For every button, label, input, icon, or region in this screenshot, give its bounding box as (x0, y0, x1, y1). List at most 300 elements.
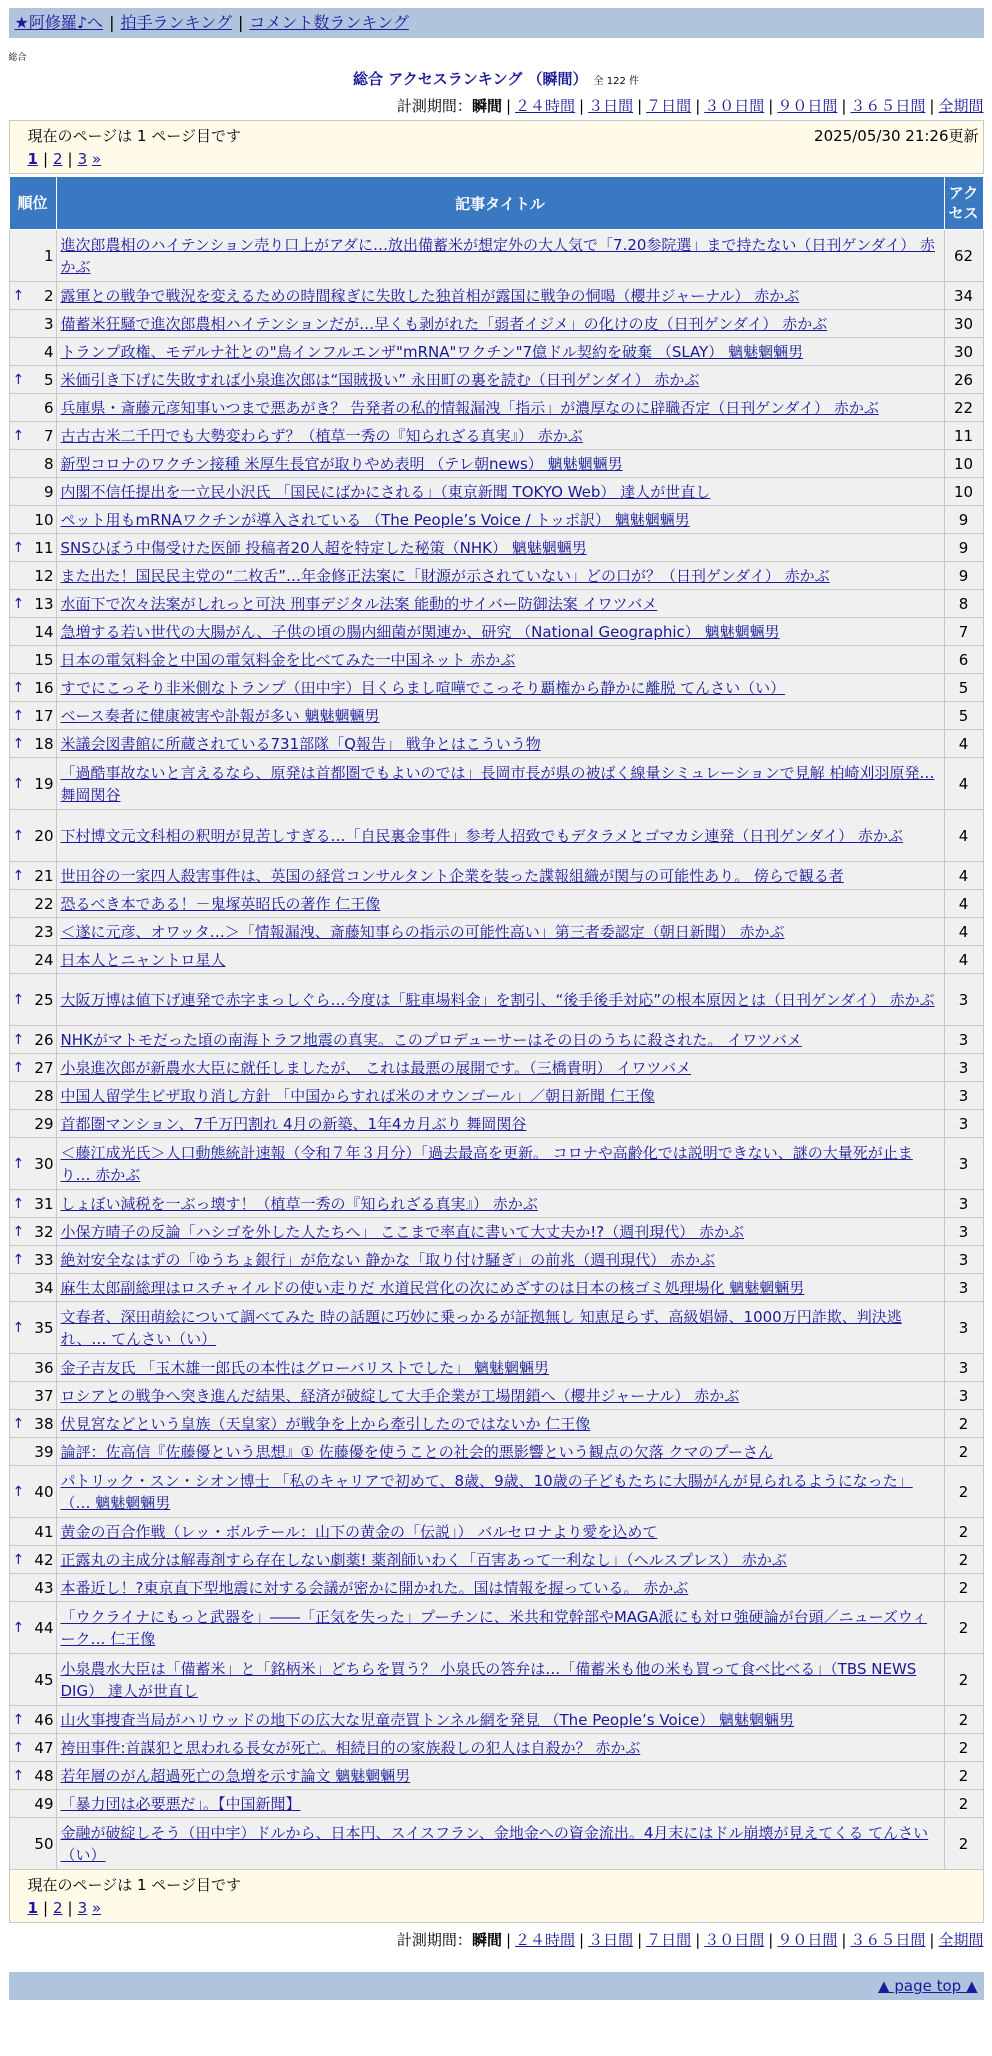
article-title-link[interactable]: 米議会図書館に所蔵されている731部隊「Q報告」 戦争とはこういう物 (60, 734, 541, 753)
access-count: 9 (944, 562, 983, 590)
rank-cell (9, 590, 56, 618)
title-cell (56, 366, 944, 394)
rank-cell (9, 1190, 56, 1218)
total-count: 全 122 件 (593, 76, 639, 87)
title-cell (56, 946, 944, 974)
rank-number: 44 (34, 1618, 54, 1637)
title-cell (56, 1706, 944, 1734)
article-title-link[interactable]: 絶対安全なはずの「ゆうちょ銀行」が危ない 静かな「取り付け騒ぎ」の前兆（週刊現代） 赤かぶ (60, 1250, 716, 1269)
access-count: 9 (944, 506, 983, 534)
table-row (9, 1790, 983, 1818)
period-option[interactable]: ３０日間 (704, 1931, 765, 1949)
pager-top (9, 120, 984, 174)
rank-cell (9, 1138, 56, 1190)
title-cell (56, 1110, 944, 1138)
table-row (9, 450, 983, 478)
table-row (9, 1026, 983, 1054)
table-row (9, 1574, 983, 1602)
next-page-link[interactable]: » (91, 150, 102, 168)
page-link[interactable]: 3 (77, 1899, 88, 1917)
rank-cell (9, 1082, 56, 1110)
access-count: 7 (944, 618, 983, 646)
period-separator: | (768, 97, 774, 115)
page-link[interactable]: 1 (27, 1899, 38, 1917)
article-title-link[interactable]: 金子吉友氏 「玉木雄一郎氏の本性はグローバリストでした」 魑魅魍魎男 (60, 1358, 549, 1377)
table-row (9, 918, 983, 946)
title-cell (56, 1410, 944, 1438)
rank-number: 35 (34, 1318, 54, 1337)
rank-number: 18 (34, 734, 54, 753)
col-access-header: アクセス (944, 177, 983, 230)
title-cell (56, 506, 944, 534)
table-row (9, 422, 983, 450)
period-option[interactable]: ３６５日間 (850, 97, 926, 115)
page-link[interactable]: 2 (53, 1899, 63, 1917)
title-cell (56, 810, 944, 862)
rank-up-arrow-icon: ↑ (12, 827, 25, 844)
period-separator: | (505, 1931, 512, 1949)
table-row (9, 394, 983, 422)
bottom-page-links (28, 1899, 983, 1917)
rank-cell (9, 366, 56, 394)
period-option[interactable]: ９０日間 (777, 1931, 838, 1949)
rank-cell (9, 1438, 56, 1466)
period-option[interactable]: ９０日間 (777, 97, 838, 115)
access-count: 4 (944, 890, 983, 918)
article-title-link[interactable]: 日本の電気料金と中国の電気料金を比べてみた一中国ネット 赤かぶ (60, 650, 516, 669)
ranking-table (9, 176, 984, 1870)
period-selector-top (9, 95, 984, 116)
rank-up-arrow-icon: ↑ (12, 1155, 25, 1172)
article-title-link[interactable]: 首都圏マンション、7千万円割れ 4月の新築、1年4カ月ぶり 舞岡関谷 (60, 1114, 527, 1133)
rank-up-arrow-icon: ↑ (12, 539, 25, 556)
article-title-link[interactable]: 本番近し！?東京直下型地震に対する会議が密かに開かれた。国は情報を握っている。 赤かぶ (60, 1578, 689, 1597)
title-cell (56, 1818, 944, 1870)
access-count: 22 (944, 394, 983, 422)
rank-up-arrow-icon: ↑ (12, 1223, 25, 1240)
access-count: 2 (944, 1438, 983, 1466)
period-option: 瞬間 (471, 97, 502, 115)
article-title-link[interactable]: 大阪万博は値下げ連発で赤字まっしぐら…今度は「駐車場料金」を割引、“後手後手対応”の根本原因とは（日刊ゲンダイ） 赤かぶ (60, 990, 935, 1009)
bottom-period-label: 計測期間： (396, 1931, 472, 1949)
rank-number: 9 (43, 482, 54, 501)
access-count: 3 (944, 1082, 983, 1110)
access-count: 3 (944, 1138, 983, 1190)
rank-number: 43 (34, 1578, 54, 1597)
col-title-header: 記事タイトル (56, 177, 944, 230)
access-count: 34 (944, 282, 983, 310)
rank-cell (9, 478, 56, 506)
page-separator: | (42, 1899, 48, 1917)
article-title-link[interactable]: 「暴力団は必要悪だ」。【中国新聞】 (60, 1794, 301, 1813)
rank-number: 20 (34, 826, 54, 845)
title-cell (56, 862, 944, 890)
rank-up-arrow-icon: ↑ (12, 287, 25, 304)
article-title-link[interactable]: 麻生太郎副総理はロスチャイルドの使い走りだ 水道民営化の次にめざすのは日本の核ゴミ処理場化 魑魅魍魎男 (60, 1278, 805, 1297)
rank-up-arrow-icon: ↑ (12, 1251, 25, 1268)
period-selector-bottom (9, 1929, 984, 1950)
period-option[interactable]: ７日間 (646, 97, 692, 115)
article-title-link[interactable]: 備蓄米狂騒で進次郎農相ハイテンションだが…早くも剥がれた「弱者イジメ」の化けの皮（日刊ゲンダイ） 赤かぶ (60, 314, 828, 333)
title-cell (56, 1602, 944, 1654)
next-page-link[interactable]: » (91, 1899, 102, 1917)
rank-up-arrow-icon: ↑ (12, 1711, 25, 1728)
table-row (9, 1546, 983, 1574)
article-title-link[interactable]: 水面下で次々法案がしれっと可決 刑事デジタル法案 能動的サイバー防御法案 イワツバメ (60, 594, 658, 613)
article-title-link[interactable]: 内閣不信任提出を一立民小沢氏 「国民にばかにされる」（東京新聞 TOKYO Web） 達人が世直し (60, 482, 711, 501)
article-title-link[interactable]: 恐るべき本である！－鬼塚英昭氏の著作 仁王像 (60, 894, 381, 913)
table-row (9, 758, 983, 810)
title-cell (56, 618, 944, 646)
article-title-link[interactable]: 下村博文元文科相の釈明が見苦しすぎる…「自民裏金事件」参考人招致でもデタラメとゴマカシ連発（日刊ゲンダイ） 赤かぶ (60, 826, 903, 845)
rank-number: 2 (43, 286, 54, 305)
article-title-link[interactable]: 進次郎農相のハイテンション売り口上がアダに…放出備蓄米が想定外の大人気で「7.20参院選」まで持たない（日刊ゲンダイ） 赤かぶ (60, 235, 935, 276)
table-row (9, 702, 983, 730)
table-row (9, 1082, 983, 1110)
rank-number: 21 (34, 866, 54, 885)
access-count: 3 (944, 1026, 983, 1054)
article-title-link[interactable]: ＜遂に元彦、オワッタ…＞「情報漏洩、斎藤知事らの指示の可能性高い」第三者委認定（朝日新聞） 赤かぶ (60, 922, 785, 941)
title-cell (56, 1762, 944, 1790)
rank-up-arrow-icon: ↑ (12, 1031, 25, 1048)
article-title-link[interactable]: ベース奏者に健康被害や訃報が多い 魑魅魍魎男 (60, 706, 380, 725)
period-option[interactable]: ３日間 (588, 1931, 634, 1949)
title-cell (56, 1274, 944, 1302)
rank-number: 47 (34, 1738, 54, 1757)
article-title-link[interactable]: 古古古米二千円でも大勢変わらず？（植草一秀の『知られざる真実』） 赤かぶ (60, 426, 583, 445)
rank-up-arrow-icon: ↑ (12, 371, 25, 388)
article-title-link[interactable]: 日本人とニャントロ星人 (60, 950, 226, 969)
access-count: 2 (944, 1546, 983, 1574)
access-count: 4 (944, 730, 983, 758)
period-separator: | (929, 97, 935, 115)
title-cell (56, 674, 944, 702)
title-cell (56, 534, 944, 562)
title-cell (56, 918, 944, 946)
rank-up-arrow-icon: ↑ (12, 1767, 25, 1784)
article-title-link[interactable]: 新型コロナのワクチン接種 米厚生長官が取りやめ表明 （テレ朝news） 魑魅魍魎男 (60, 454, 623, 473)
rank-up-arrow-icon: ↑ (12, 1551, 25, 1568)
access-count: 2 (944, 1790, 983, 1818)
page-link[interactable]: 2 (53, 150, 63, 168)
period-option[interactable]: ３０日間 (704, 97, 765, 115)
access-count: 3 (944, 1218, 983, 1246)
title-cell (56, 1082, 944, 1110)
title-cell (56, 974, 944, 1026)
article-title-link[interactable]: 急増する若い世代の大腸がん、子供の頃の腸内細菌が関連か、研究 （National Geographic） 魑魅魍魎男 (60, 622, 780, 641)
table-row (9, 506, 983, 534)
title-cell (56, 1054, 944, 1082)
article-title-link[interactable]: ペット用もmRNAワクチンが導入されている （The People’s Voice / トッポ訳） 魑魅魍魎男 (60, 510, 690, 529)
rank-cell (9, 1054, 56, 1082)
rank-cell (9, 534, 56, 562)
article-title-link[interactable]: 袴田事件:首謀犯と思われる長女が死亡。相続目的の家族殺しの犯人は自殺か？ 赤かぶ (60, 1738, 641, 1757)
access-count: 4 (944, 810, 983, 862)
period-option[interactable]: ３６５日間 (850, 1931, 926, 1949)
article-title-link[interactable]: 金融が破綻しそう（田中宇）ドルから、日本円、スイスフラン、金地金への資金流出。4月末にはドル崩壊が見えてくる てんさい（い） (60, 1823, 929, 1864)
rank-up-arrow-icon: ↑ (12, 1059, 25, 1076)
access-count: 3 (944, 1110, 983, 1138)
rank-cell (9, 230, 56, 282)
table-row (9, 338, 983, 366)
rank-number: 6 (43, 398, 54, 417)
access-count: 62 (944, 230, 983, 282)
article-title-link[interactable]: トランプ政権、モデルナ社との"鳥インフルエンザ"mRNA"ワクチン"7億ドル契約を破棄 （SLAY） 魑魅魍魎男 (60, 342, 804, 361)
rank-up-arrow-icon: ↑ (12, 427, 25, 444)
access-count: 11 (944, 422, 983, 450)
article-title-link[interactable]: 米価引き下げに失敗すれば小泉進次郎は“国賊扱い” 永田町の裏を読む（日刊ゲンダイ） 赤かぶ (60, 370, 700, 389)
title-cell (56, 450, 944, 478)
rank-number: 23 (34, 922, 54, 941)
rank-cell (9, 1218, 56, 1246)
access-count: 3 (944, 1190, 983, 1218)
rank-number: 31 (34, 1194, 54, 1213)
col-rank-header: 順位 (9, 177, 56, 230)
access-count: 4 (944, 862, 983, 890)
rank-number: 32 (34, 1222, 54, 1241)
rank-cell (9, 862, 56, 890)
rank-number: 22 (34, 894, 54, 913)
article-title-link[interactable]: 伏見宮などという皇族（天皇家）が戦争を上から牽引したのではないか 仁王像 (60, 1414, 591, 1433)
table-row (9, 646, 983, 674)
table-row (9, 1410, 983, 1438)
rank-number: 25 (34, 990, 54, 1009)
title-cell (56, 1302, 944, 1354)
rank-up-arrow-icon: ↑ (12, 867, 25, 884)
article-title-link[interactable]: 露軍との戦争で戦況を変えるための時間稼ぎに失敗した独首相が露国に戦争の恫喝（櫻井ジャーナル） 赤かぶ (60, 286, 800, 305)
article-title-link[interactable]: ロシアとの戦争へ突き進んだ結果、経済が破綻して大手企業が工場閉鎖へ（櫻井ジャーナル） 赤かぶ (60, 1386, 740, 1405)
table-row (9, 1818, 983, 1870)
rank-cell (9, 1574, 56, 1602)
rank-cell (9, 674, 56, 702)
rank-cell (9, 918, 56, 946)
article-title-link[interactable]: 小泉進次郎が新農水大臣に就任しましたが、 これは最悪の展開です。（三橋貴明） イワツバメ (60, 1058, 692, 1077)
access-count: 2 (944, 1818, 983, 1870)
rank-number: 13 (34, 594, 54, 613)
title-cell (56, 758, 944, 810)
rank-number: 45 (34, 1670, 54, 1689)
home-link[interactable]: ★阿修羅♪へ (14, 13, 104, 32)
rank-up-arrow-icon: ↑ (12, 991, 25, 1008)
article-title-link[interactable]: 黄金の百合作戦（レッ・ボルテール：山下の黄金の「伝説」） バルセロナより愛を込めて (60, 1522, 658, 1541)
table-row (9, 1438, 983, 1466)
article-title-link[interactable]: 「過酷事故ないと言えるなら、原発は首都圏でもよいのでは」長岡市長が県の被ばく線量シミュレーションで見解 柏崎刈羽原発… 舞岡関谷 (60, 763, 935, 804)
title-cell (56, 562, 944, 590)
top-page-links (28, 150, 983, 168)
comment-ranking-link[interactable]: コメント数ランキング (249, 13, 409, 32)
period-option[interactable]: ３日間 (588, 97, 634, 115)
rank-cell (9, 1790, 56, 1818)
period-option: 瞬間 (471, 1931, 502, 1949)
table-row (9, 230, 983, 282)
period-separator: | (841, 97, 847, 115)
table-row (9, 534, 983, 562)
table-row (9, 1246, 983, 1274)
page-separator: | (67, 150, 73, 168)
title-cell (56, 422, 944, 450)
table-row (9, 1354, 983, 1382)
rank-cell (9, 1302, 56, 1354)
rank-cell (9, 618, 56, 646)
rank-number: 16 (34, 678, 54, 697)
table-row (9, 1054, 983, 1082)
rank-cell (9, 1818, 56, 1870)
rank-cell (9, 730, 56, 758)
rank-cell (9, 1706, 56, 1734)
access-count: 2 (944, 1706, 983, 1734)
rank-cell (9, 1602, 56, 1654)
rank-number: 12 (34, 566, 54, 585)
rank-cell (9, 1110, 56, 1138)
rank-number: 30 (34, 1154, 54, 1173)
article-title-link[interactable]: パトリック・スン・シオン博士 「私のキャリアで初めて、8歳、9歳、10歳の子どもたちに大腸がんが見られるようになった」 （… 魑魅魍魎男 (60, 1471, 913, 1512)
rank-number: 40 (34, 1482, 54, 1501)
period-separator: | (637, 1931, 643, 1949)
title-cell (56, 1734, 944, 1762)
title-cell (56, 590, 944, 618)
rank-cell (9, 506, 56, 534)
article-title-link[interactable]: 文春者、深田萌絵について調べてみた 時の話題に巧妙に乗っかるが証拠無し 知恵足らず、高級娼婦、1000万円詐欺、判決逃れ、… てんさい（い） (60, 1307, 902, 1348)
rank-cell (9, 338, 56, 366)
table-row (9, 1734, 983, 1762)
title-cell (56, 230, 944, 282)
rank-up-arrow-icon: ↑ (12, 1483, 25, 1500)
title-cell (56, 1138, 944, 1190)
access-count: 4 (944, 918, 983, 946)
title-cell (56, 394, 944, 422)
article-title-link[interactable]: また出た！国民民主党の“二枚舌”…年金修正法案に「財源が示されていない」どの口が？（日刊ゲンダイ） 赤かぶ (60, 566, 830, 585)
article-title-link[interactable]: SNSひぼう中傷受けた医師 投稿者20人超を特定した秘策（NHK） 魑魅魍魎男 (60, 538, 587, 557)
access-count: 3 (944, 974, 983, 1026)
access-count: 5 (944, 674, 983, 702)
table-row (9, 674, 983, 702)
rank-number: 4 (43, 342, 54, 361)
title-cell (56, 1218, 944, 1246)
table-row (9, 1654, 983, 1706)
period-option[interactable]: 全期間 (938, 97, 984, 115)
period-option[interactable]: 全期間 (938, 1931, 984, 1949)
article-title-link[interactable]: 正露丸の主成分は解毒剤すら存在しない劇薬! 薬剤師いわく「百害あって一利なし」（ヘルスプレス） 赤かぶ (60, 1550, 787, 1569)
rank-cell (9, 562, 56, 590)
rank-number: 10 (34, 510, 54, 529)
article-title-link[interactable]: NHKがマトモだった頃の南海トラフ地震の真実。このプロデューサーはその日のうちに殺された。 イワツバメ (60, 1030, 802, 1049)
rank-number: 5 (43, 370, 54, 389)
table-row (9, 974, 983, 1026)
title-cell (56, 1246, 944, 1274)
rank-number: 26 (34, 1030, 54, 1049)
access-count: 4 (944, 758, 983, 810)
access-count: 10 (944, 478, 983, 506)
article-title-link[interactable]: しょぼい減税を一ぶっ壊す！（植草一秀の『知られざる真実』） 赤かぶ (60, 1194, 538, 1213)
article-title-link[interactable]: 小泉農水大臣は「備蓄米」と「銘柄米」どちらを買う？ 小泉氏の答弁は…「備蓄米も他の米も買って食べ比べる」（TBS NEWS DIG） 達人が世直し (60, 1659, 917, 1700)
rank-number: 37 (34, 1386, 54, 1405)
rank-number: 42 (34, 1550, 54, 1569)
article-title-link[interactable]: 兵庫県・斎藤元彦知事いつまで悪あがき？ 告発者の私的情報漏洩「指示」が濃厚なのに辟職否定（日刊ゲンダイ） 赤かぶ (60, 398, 879, 417)
title-cell (56, 1546, 944, 1574)
rank-up-arrow-icon: ↑ (12, 707, 25, 724)
access-count: 3 (944, 1246, 983, 1274)
page-link[interactable]: 1 (27, 150, 38, 168)
rank-cell (9, 1246, 56, 1274)
access-count: 2 (944, 1410, 983, 1438)
rank-number: 14 (34, 622, 54, 641)
title-cell (56, 1026, 944, 1054)
rank-number: 8 (43, 454, 54, 473)
rank-number: 1 (43, 246, 54, 265)
rank-number: 49 (34, 1794, 54, 1813)
title-cell (56, 1382, 944, 1410)
page (9, 0, 984, 2000)
rank-cell (9, 702, 56, 730)
rank-cell (9, 646, 56, 674)
table-row (9, 618, 983, 646)
rank-cell (9, 810, 56, 862)
rank-cell (9, 1382, 56, 1410)
rank-cell (9, 974, 56, 1026)
updated-timestamp: 2025/05/30 21:26更新 (814, 127, 979, 145)
article-title-link[interactable]: 若年層のがん超過死亡の急増を示す論文 魑魅魍魎男 (60, 1766, 411, 1785)
table-row (9, 1762, 983, 1790)
rank-number: 15 (34, 650, 54, 669)
clap-ranking-link[interactable]: 拍手ランキング (120, 13, 232, 32)
period-option[interactable]: ２４時間 (515, 97, 576, 115)
top-current-page-text: 現在のページは 1 ページ目です (27, 127, 241, 145)
rank-up-arrow-icon: ↑ (12, 1739, 25, 1756)
rank-up-arrow-icon: ↑ (12, 679, 25, 696)
page-link[interactable]: 3 (77, 150, 88, 168)
period-separator: | (695, 1931, 701, 1949)
top-period-label: 計測期間： (396, 97, 472, 115)
rank-number: 28 (34, 1086, 54, 1105)
access-count: 2 (944, 1466, 983, 1518)
rank-number: 38 (34, 1414, 54, 1433)
table-row (9, 478, 983, 506)
title-cell (56, 1518, 944, 1546)
table-row (9, 590, 983, 618)
access-count: 3 (944, 1054, 983, 1082)
table-row (9, 1274, 983, 1302)
bottom-bar (9, 1972, 984, 2000)
article-title-link[interactable]: 「ウクライナにもっと武器を」――「正気を失った」プーチンに、米共和党幹部やMAGA派にも対ロ強硬論が台頭／ニューズウィーク… 仁王像 (60, 1607, 928, 1648)
article-title-link[interactable]: 山火事捜査当局がハリウッドの地下の広大な児童売買トンネル網を発見 （The People’s Voice） 魑魅魍魎男 (60, 1710, 795, 1729)
article-title-link[interactable]: 小保方晴子の反論「ハシゴを外した人たちへ」 ここまで率直に書いて大丈夫か!?（週刊現代） 赤かぶ (60, 1222, 745, 1241)
rank-number: 50 (34, 1834, 54, 1853)
article-title-link[interactable]: 論評：佐高信『佐藤優という思想』① 佐藤優を使うことの社会的悪影響という観点の欠落 クマのプーさん (60, 1442, 774, 1461)
article-title-link[interactable]: 中国人留学生ビザ取り消し方針 「中国からすれば米のオウンゴール」／朝日新聞 仁王像 (60, 1086, 655, 1105)
article-title-link[interactable]: 世田谷の一家四人殺害事件は、英国の経営コンサルタント企業を装った諜報組織が関与の可能性あり。 傍らで観る者 (60, 866, 844, 885)
title-cell (56, 282, 944, 310)
article-title-link[interactable]: ＜藤江成光氏＞人口動態統計速報（令和７年３月分）「過去最高を更新。 コロナや高齢化では説明できない、謎の大量死が止まり… 赤かぶ (60, 1143, 913, 1184)
title-cell (56, 646, 944, 674)
rank-number: 17 (34, 706, 54, 725)
page-separator: | (42, 150, 48, 168)
access-count: 3 (944, 1354, 983, 1382)
rank-number: 24 (34, 950, 54, 969)
title-cell (56, 702, 944, 730)
rank-number: 46 (34, 1710, 54, 1729)
page-top-link[interactable]: ▲ page top ▲ (878, 1977, 978, 1995)
title-cell (56, 730, 944, 758)
table-row (9, 282, 983, 310)
article-title-link[interactable]: すでにこっそり非米側なトランプ（田中宇）目くらまし喧嘩でこっそり覇権から静かに離脱 てんさい（い） (60, 678, 786, 697)
rank-number: 36 (34, 1358, 54, 1377)
title-cell (56, 310, 944, 338)
rank-cell (9, 1026, 56, 1054)
period-option[interactable]: ２４時間 (515, 1931, 576, 1949)
period-option[interactable]: ７日間 (646, 1931, 692, 1949)
title-cell (56, 478, 944, 506)
table-row (9, 1466, 983, 1518)
